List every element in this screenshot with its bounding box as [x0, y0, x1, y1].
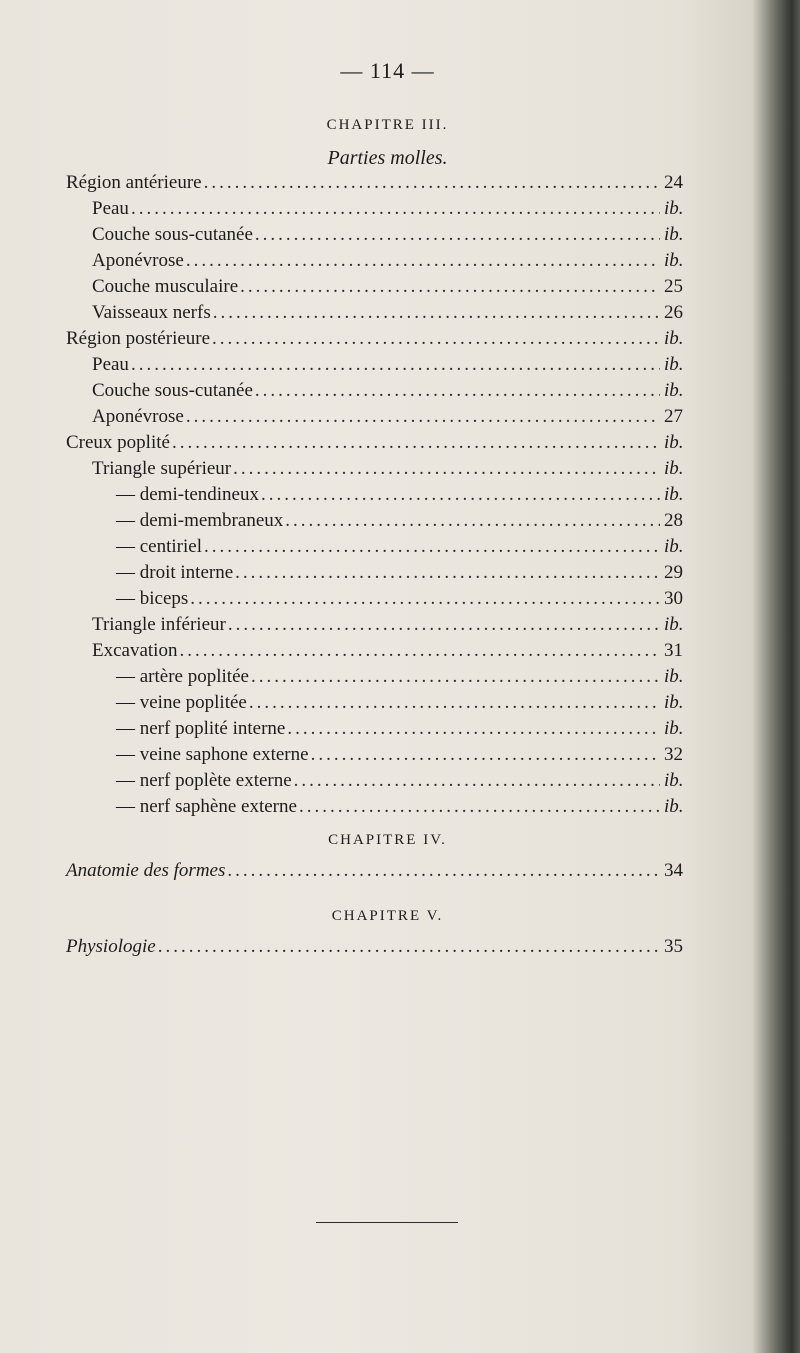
toc-entry-label: — droit interne — [116, 562, 234, 583]
toc-entry-page: ib. — [664, 380, 684, 401]
book-binding-edge — [772, 0, 800, 1353]
toc-entry-page: 27 — [664, 406, 683, 427]
toc-entry-label: Physiologie — [66, 936, 156, 957]
toc-entry-nerf-saphene-externe — [116, 794, 684, 820]
toc-entry-label: Excavation — [92, 640, 178, 661]
toc-entry-label: Triangle supérieur — [92, 458, 232, 479]
toc-entry-demi-membraneux — [116, 508, 683, 534]
toc-entry-centiriel — [116, 534, 684, 560]
toc-entry-label: — demi-tendineux — [116, 484, 259, 505]
toc-entry-label: — biceps — [116, 588, 189, 609]
toc-entry-excavation — [92, 638, 683, 664]
toc-entry-label: Couche sous-cutanée — [92, 224, 253, 245]
toc-entry-label: Aponévrose — [92, 406, 184, 427]
toc-entry-page: ib. — [664, 770, 684, 791]
toc-entry-page: ib. — [664, 484, 684, 505]
toc-entry-page: ib. — [664, 458, 684, 479]
toc-entry-page: 24 — [664, 172, 683, 193]
toc-entry-page: ib. — [664, 432, 684, 453]
toc-entry-anatomie-des-formes — [66, 858, 683, 884]
toc-entry-label: Couche sous-cutanée — [92, 380, 253, 401]
toc-entry-aponevrose-2 — [92, 404, 683, 430]
toc-entry-page: ib. — [664, 614, 684, 635]
toc-entry-label: — veine poplitée — [116, 692, 247, 713]
toc-entry-region-posterieure — [66, 326, 684, 352]
toc-entry-biceps — [116, 586, 683, 612]
toc-entry-page: 35 — [664, 936, 683, 957]
toc-entry-couche-sous-cutanee — [92, 222, 684, 248]
chapter-4-heading: CHAPITRE IV. — [328, 832, 447, 848]
toc-entry-label: Vaisseaux nerfs — [92, 302, 211, 323]
closing-rule — [316, 1222, 458, 1223]
toc-entry-label: Aponévrose — [92, 250, 184, 271]
toc-entry-peau — [92, 196, 684, 222]
toc-entry-page: 31 — [664, 640, 683, 661]
page-number: — 114 — — [340, 58, 435, 83]
toc-entry-label: — veine saphone externe — [116, 744, 309, 765]
toc-entry-page: ib. — [664, 328, 684, 349]
toc-entry-triangle-superieur — [92, 456, 684, 482]
toc-entry-page: 32 — [664, 744, 683, 765]
toc-entry-label: — nerf saphène externe — [116, 796, 297, 817]
chapter-3-heading: CHAPITRE III. — [326, 117, 449, 133]
toc-entry-label: Peau — [92, 354, 129, 375]
toc-entry-page: ib. — [664, 692, 684, 713]
chapter-3-subtitle: Parties molles. — [327, 147, 448, 169]
toc-entry-page: 25 — [664, 276, 683, 297]
toc-entry-label: Couche musculaire — [92, 276, 239, 297]
toc-entry-page: ib. — [664, 536, 684, 557]
toc-entry-droit-interne — [116, 560, 683, 586]
toc-entry-label: Région postérieure — [66, 328, 211, 349]
toc-entry-label: Région antérieure — [66, 172, 202, 193]
toc-entry-couche-musculaire — [92, 274, 683, 300]
toc-entry-label: — nerf poplète externe — [116, 770, 292, 791]
toc-entry-veine-poplitee — [116, 690, 684, 716]
toc-entry-couche-sous-cutanee-2 — [92, 378, 684, 404]
toc-entry-nerf-poplite-interne — [116, 716, 684, 742]
toc-entry-label: Anatomie des formes — [66, 860, 226, 881]
toc-entry-page: ib. — [664, 198, 684, 219]
toc-entry-page: 34 — [664, 860, 683, 881]
toc-entry-nerf-poplete-externe — [116, 768, 684, 794]
toc-entry-page: 28 — [664, 510, 683, 531]
toc-entry-peau-2 — [92, 352, 684, 378]
toc-entry-label: Peau — [92, 198, 129, 219]
toc-entry-page: ib. — [664, 354, 684, 375]
toc-entry-label: — centiriel — [116, 536, 202, 557]
toc-entry-creux-poplite — [66, 430, 684, 456]
toc-entry-page: ib. — [664, 250, 684, 271]
toc-entry-page: 29 — [664, 562, 683, 583]
toc-entry-veine-saphone-externe — [116, 742, 683, 768]
toc-entry-page: ib. — [664, 718, 684, 739]
toc-entry-artere-poplitee — [116, 664, 684, 690]
toc-entry-region-anterieure — [66, 170, 683, 196]
chapter-5-heading: CHAPITRE V. — [331, 908, 444, 924]
toc-entry-aponevrose — [92, 248, 684, 274]
toc-entry-page: 30 — [664, 588, 683, 609]
toc-entry-label: — artère poplitée — [116, 666, 249, 687]
toc-entry-label: Creux poplité — [66, 432, 170, 453]
toc-entry-label: — demi-membraneux — [116, 510, 284, 531]
toc-entry-demi-tendineux — [116, 482, 684, 508]
toc-entry-page: ib. — [664, 224, 684, 245]
toc-entry-physiologie — [66, 934, 683, 960]
toc-entry-triangle-inferieur — [92, 612, 684, 638]
toc-entry-label: — nerf poplité interne — [116, 718, 286, 739]
toc-entry-vaisseaux-nerfs — [92, 300, 683, 326]
toc-entry-label: Triangle inférieur — [92, 614, 226, 635]
toc-entry-page: ib. — [664, 796, 684, 817]
toc-entry-page: ib. — [664, 666, 684, 687]
toc-entry-page: 26 — [664, 302, 683, 323]
